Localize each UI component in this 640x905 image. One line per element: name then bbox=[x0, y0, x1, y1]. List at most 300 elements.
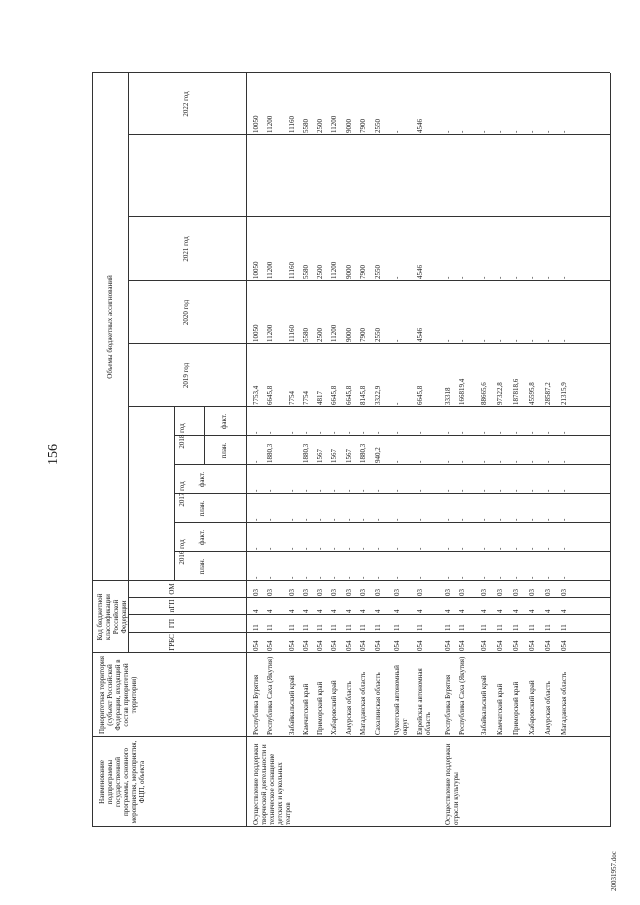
row-f17: - bbox=[374, 489, 382, 492]
row-om: 03 bbox=[416, 589, 424, 596]
row-grbs: 054 bbox=[252, 640, 260, 651]
row-y20: 11160 bbox=[288, 325, 296, 342]
row-f18: - bbox=[252, 431, 260, 434]
row-y22: 10050 bbox=[252, 115, 260, 133]
col-line-territory bbox=[92, 652, 610, 653]
row-y20: 7900 bbox=[359, 328, 367, 342]
row-y19: 28587,2 bbox=[544, 382, 552, 405]
row-grbs: 054 bbox=[496, 640, 504, 651]
row-om: 03 bbox=[316, 589, 324, 596]
row-p17: - bbox=[374, 518, 382, 521]
col-line-year bbox=[128, 216, 610, 217]
row-f17: - bbox=[458, 489, 466, 492]
row-y22: 7900 bbox=[359, 119, 367, 133]
row-f18: - bbox=[359, 431, 367, 434]
row-p18: 1567 bbox=[330, 449, 338, 463]
row-p18: 1880,3 bbox=[359, 443, 367, 463]
row-y19: 7754 bbox=[302, 391, 310, 405]
row-om: 03 bbox=[444, 589, 452, 596]
header-fact: факт. bbox=[198, 529, 206, 546]
col-line-planfact bbox=[174, 522, 610, 523]
header-fact: факт. bbox=[220, 413, 228, 430]
row-p16: - bbox=[316, 576, 324, 579]
row-p16: - bbox=[393, 576, 401, 579]
row-y19: 6645,8 bbox=[345, 385, 353, 405]
row-gp: 11 bbox=[544, 624, 552, 631]
row-om: 03 bbox=[496, 589, 504, 596]
row-p16: - bbox=[302, 576, 310, 579]
row-territory: Приморский край bbox=[316, 681, 324, 735]
row-f16: - bbox=[458, 547, 466, 550]
header-volumes: Объемы бюджетных ассигнований bbox=[106, 275, 114, 379]
row-om: 03 bbox=[393, 589, 401, 596]
col-line-planfact bbox=[174, 551, 610, 552]
row-f18: - bbox=[316, 431, 324, 434]
row-y20: - bbox=[444, 339, 452, 342]
row-f16: - bbox=[266, 547, 274, 550]
row-gp: 11 bbox=[393, 624, 401, 631]
row-y19: 187818,6 bbox=[512, 378, 520, 405]
row-om: 03 bbox=[512, 589, 520, 596]
row-f16: - bbox=[512, 547, 520, 550]
row-pgp: 4 bbox=[359, 609, 367, 613]
row-p17: - bbox=[458, 518, 466, 521]
row-y22: - bbox=[444, 130, 452, 133]
row-territory: Сахалинская область bbox=[374, 672, 382, 735]
row-f16: - bbox=[560, 547, 568, 550]
row-y22: - bbox=[458, 130, 466, 133]
row-y21: 9000 bbox=[345, 265, 353, 279]
row-p17: - bbox=[252, 518, 260, 521]
row-y22: 11200 bbox=[330, 115, 338, 133]
row-gp: 11 bbox=[345, 624, 353, 631]
row-f17: - bbox=[444, 489, 452, 492]
row-grbs: 054 bbox=[458, 640, 466, 651]
row-y20: - bbox=[528, 339, 536, 342]
row-y22: 4546 bbox=[416, 119, 424, 133]
row-p16: - bbox=[288, 576, 296, 579]
header-2020: 2020 год bbox=[182, 299, 190, 326]
row-y19: 6645,8 bbox=[266, 385, 274, 405]
row-f18: - bbox=[444, 431, 452, 434]
row-pgp: 4 bbox=[444, 609, 452, 613]
header-2018: 2018 год bbox=[178, 423, 186, 449]
row-pgp: 4 bbox=[544, 609, 552, 613]
row-grbs: 054 bbox=[316, 640, 324, 651]
col-line-year bbox=[128, 406, 610, 407]
row-p16: - bbox=[560, 576, 568, 579]
row-y22: - bbox=[512, 130, 520, 133]
row-om: 03 bbox=[528, 589, 536, 596]
row-grbs: 054 bbox=[560, 640, 568, 651]
row-p18: 1567 bbox=[316, 449, 324, 463]
row-y19: 166819,4 bbox=[458, 378, 466, 405]
budget-class-line bbox=[128, 581, 129, 653]
row-gp: 11 bbox=[302, 624, 310, 631]
row-y19: 3322,9 bbox=[374, 385, 382, 405]
row-pgp: 4 bbox=[393, 609, 401, 613]
row-p16: - bbox=[480, 576, 488, 579]
row-y19: 6645,8 bbox=[330, 385, 338, 405]
row-y21: - bbox=[528, 276, 536, 279]
row-p17: - bbox=[393, 518, 401, 521]
row-f17: - bbox=[480, 489, 488, 492]
row-y22: - bbox=[496, 130, 504, 133]
row-grbs: 054 bbox=[393, 640, 401, 651]
row-f16: - bbox=[393, 547, 401, 550]
row-grbs: 054 bbox=[288, 640, 296, 651]
row-y21: - bbox=[512, 276, 520, 279]
row-pgp: 4 bbox=[302, 609, 310, 613]
header-fact: факт. bbox=[198, 471, 206, 488]
row-y21: - bbox=[544, 276, 552, 279]
row-pgp: 4 bbox=[560, 609, 568, 613]
header-plan: план. bbox=[198, 500, 206, 517]
row-p17: - bbox=[512, 518, 520, 521]
row-p16: - bbox=[528, 576, 536, 579]
row-y21: - bbox=[444, 276, 452, 279]
col-line-name bbox=[92, 736, 610, 737]
row-y22: 11200 bbox=[266, 115, 274, 133]
header-plan: план. bbox=[220, 442, 228, 459]
row-territory: Республика Бурятия bbox=[252, 674, 260, 735]
row-y19: 7754 bbox=[288, 391, 296, 405]
row-f17: - bbox=[302, 489, 310, 492]
row-territory: Амурская область bbox=[345, 681, 353, 735]
row-p18: 1567 bbox=[345, 449, 353, 463]
row-f18: - bbox=[374, 431, 382, 434]
row-y21: - bbox=[496, 276, 504, 279]
row-p17: - bbox=[288, 518, 296, 521]
col-line-year bbox=[128, 134, 610, 135]
row-f17: - bbox=[560, 489, 568, 492]
row-gp: 11 bbox=[560, 624, 568, 631]
row-y22: 2500 bbox=[316, 119, 324, 133]
row-p16: - bbox=[458, 576, 466, 579]
row-f16: - bbox=[345, 547, 353, 550]
header-2016: 2016 год bbox=[178, 539, 186, 565]
header-2022: 2022 год bbox=[182, 91, 190, 117]
row-y22: 2550 bbox=[374, 119, 382, 133]
row-territory: Республика Саха (Якутия) bbox=[458, 656, 466, 735]
row-territory: Камчатский край bbox=[302, 683, 310, 735]
row-p18: - bbox=[458, 460, 466, 463]
row-f18: - bbox=[330, 431, 338, 434]
col-line-planfact bbox=[174, 435, 610, 436]
row-y21: 7900 bbox=[359, 265, 367, 279]
row-p17: - bbox=[496, 518, 504, 521]
row-y21: - bbox=[480, 276, 488, 279]
row-f16: - bbox=[544, 547, 552, 550]
page-number: 156 bbox=[46, 444, 61, 465]
header-territory-col: Приоритетная территория (субъект Российской Федерации, входящий в состав приоритетной территории) bbox=[98, 656, 138, 734]
row-y22: - bbox=[544, 130, 552, 133]
row-grbs: 054 bbox=[302, 640, 310, 651]
row-y19: - bbox=[393, 402, 401, 405]
row-p18: - bbox=[528, 460, 536, 463]
row-grbs: 054 bbox=[330, 640, 338, 651]
row-f16: - bbox=[288, 547, 296, 550]
volumes-line bbox=[128, 73, 129, 581]
row-f18: - bbox=[528, 431, 536, 434]
row-y22: 11160 bbox=[288, 116, 296, 133]
row-f17: - bbox=[252, 489, 260, 492]
row-y20: 4546 bbox=[416, 328, 424, 342]
row-p16: - bbox=[345, 576, 353, 579]
years-line bbox=[174, 407, 175, 581]
row-p16: - bbox=[330, 576, 338, 579]
row-y22: 5580 bbox=[302, 119, 310, 133]
row-p16: - bbox=[359, 576, 367, 579]
row-territory: Магаданская область bbox=[560, 671, 568, 735]
row-y21: 5580 bbox=[302, 265, 310, 279]
row-om: 03 bbox=[252, 589, 260, 596]
row-y20: 2500 bbox=[316, 328, 324, 342]
row-y22: - bbox=[528, 130, 536, 133]
row-p17: - bbox=[345, 518, 353, 521]
row-f18: - bbox=[560, 431, 568, 434]
row-gp: 11 bbox=[316, 624, 324, 631]
row-territory: Забайкальский край bbox=[480, 675, 488, 735]
row-p17: - bbox=[266, 518, 274, 521]
row-grbs: 054 bbox=[374, 640, 382, 651]
row-pgp: 4 bbox=[480, 609, 488, 613]
row-p18: 1880,3 bbox=[266, 443, 274, 463]
row-y22: - bbox=[393, 130, 401, 133]
row-om: 03 bbox=[288, 589, 296, 596]
row-gp: 11 bbox=[512, 624, 520, 631]
row-f16: - bbox=[528, 547, 536, 550]
row-pgp: 4 bbox=[345, 609, 353, 613]
row-grbs: 054 bbox=[345, 640, 353, 651]
row-territory: Хабаровский край bbox=[528, 680, 536, 735]
row-f17: - bbox=[359, 489, 367, 492]
col-line-code bbox=[128, 632, 610, 633]
row-p17: - bbox=[444, 518, 452, 521]
table-right-border bbox=[92, 72, 610, 73]
row-p17: - bbox=[302, 518, 310, 521]
row-f16: - bbox=[359, 547, 367, 550]
row-f17: - bbox=[512, 489, 520, 492]
row-f17: - bbox=[496, 489, 504, 492]
row-y20: - bbox=[480, 339, 488, 342]
row-f17: - bbox=[330, 489, 338, 492]
table-bottom-border bbox=[610, 73, 611, 827]
row-f16: - bbox=[330, 547, 338, 550]
row-p17: - bbox=[416, 518, 424, 521]
header-2019: 2019 год bbox=[182, 362, 190, 389]
year-2018-line bbox=[204, 407, 205, 465]
header-pgp: пГП bbox=[168, 599, 176, 613]
row-y20: - bbox=[393, 339, 401, 342]
row-p17: - bbox=[330, 518, 338, 521]
row-y21: 4546 bbox=[416, 265, 424, 279]
row-pgp: 4 bbox=[416, 609, 424, 613]
row-y20: - bbox=[544, 339, 552, 342]
row-y19: 45595,8 bbox=[528, 382, 536, 405]
row-y21: - bbox=[393, 276, 401, 279]
row-f17: - bbox=[288, 489, 296, 492]
header-budget-class: Код бюджетной классификации Российской Федерации bbox=[96, 593, 128, 641]
row-p16: - bbox=[252, 576, 260, 579]
row-territory: Республика Бурятия bbox=[444, 674, 452, 735]
row-p16: - bbox=[444, 576, 452, 579]
row-p18: - bbox=[480, 460, 488, 463]
row-y21: - bbox=[560, 276, 568, 279]
row-y19: 6645,8 bbox=[416, 385, 424, 405]
row-om: 03 bbox=[359, 589, 367, 596]
row-pgp: 4 bbox=[496, 609, 504, 613]
row-p16: - bbox=[266, 576, 274, 579]
row-p18: - bbox=[393, 460, 401, 463]
row-pgp: 4 bbox=[512, 609, 520, 613]
row-p17: - bbox=[560, 518, 568, 521]
row-y19: 33318 bbox=[444, 387, 452, 405]
col-line-planfact bbox=[174, 464, 610, 465]
row-f18: - bbox=[416, 431, 424, 434]
row-gp: 11 bbox=[288, 624, 296, 631]
row-gp: 11 bbox=[359, 624, 367, 631]
row-f17: - bbox=[528, 489, 536, 492]
row-y21: 2550 bbox=[374, 265, 382, 279]
row-f16: - bbox=[302, 547, 310, 550]
header-name-col: Наименование подпрограммы государственной программы, основного мероприятия, мероприятия, ФЦП, объекта bbox=[98, 740, 146, 824]
row-p16: - bbox=[416, 576, 424, 579]
row-y22: - bbox=[480, 130, 488, 133]
col-line-year bbox=[128, 280, 610, 281]
row-p18: - bbox=[544, 460, 552, 463]
row-f18: - bbox=[496, 431, 504, 434]
row-y20: - bbox=[512, 339, 520, 342]
header-2021: 2021 год bbox=[182, 236, 190, 262]
row-y20: 9000 bbox=[345, 328, 353, 342]
row-f17: - bbox=[266, 489, 274, 492]
col-line-code bbox=[128, 614, 610, 615]
row-grbs: 054 bbox=[266, 640, 274, 651]
row-f17: - bbox=[544, 489, 552, 492]
row-f16: - bbox=[480, 547, 488, 550]
row-y20: 5580 bbox=[302, 328, 310, 342]
row-om: 03 bbox=[544, 589, 552, 596]
row-y19: 97322,8 bbox=[496, 382, 504, 405]
row-y21: 10050 bbox=[252, 261, 260, 279]
row-gp: 11 bbox=[480, 624, 488, 631]
row-gp: 11 bbox=[266, 624, 274, 631]
header-om: ОМ bbox=[168, 583, 176, 595]
row-f18: - bbox=[544, 431, 552, 434]
row-p17: - bbox=[359, 518, 367, 521]
row-p18: - bbox=[496, 460, 504, 463]
header-grbs: ГРБС bbox=[168, 634, 176, 651]
col-line-year bbox=[128, 343, 610, 344]
row-grbs: 054 bbox=[359, 640, 367, 651]
row-p17: - bbox=[528, 518, 536, 521]
row-pgp: 4 bbox=[252, 609, 260, 613]
row-om: 03 bbox=[480, 589, 488, 596]
row-y19: 8145,8 bbox=[359, 385, 367, 405]
row-y21: 2500 bbox=[316, 265, 324, 279]
row-f18: - bbox=[393, 431, 401, 434]
row-p18: - bbox=[416, 460, 424, 463]
row-pgp: 4 bbox=[528, 609, 536, 613]
row-y22: 9000 bbox=[345, 119, 353, 133]
row-gp: 11 bbox=[444, 624, 452, 631]
row-p18: 940,2 bbox=[374, 447, 382, 463]
row-f18: - bbox=[458, 431, 466, 434]
row-territory: Камчатский край bbox=[496, 683, 504, 735]
row-p16: - bbox=[374, 576, 382, 579]
row-f18: - bbox=[345, 431, 353, 434]
row-p17: - bbox=[316, 518, 324, 521]
row-pgp: 4 bbox=[266, 609, 274, 613]
row-y22: - bbox=[560, 130, 568, 133]
row-p18: - bbox=[560, 460, 568, 463]
row-y20: 11200 bbox=[266, 324, 274, 342]
row-f16: - bbox=[496, 547, 504, 550]
row-y20: 2550 bbox=[374, 328, 382, 342]
row-y20: - bbox=[458, 339, 466, 342]
row-territory: Приморский край bbox=[512, 681, 520, 735]
row-territory: Республика Саха (Якутия) bbox=[266, 656, 274, 735]
row-f18: - bbox=[302, 431, 310, 434]
row-pgp: 4 bbox=[288, 609, 296, 613]
row-p16: - bbox=[496, 576, 504, 579]
row-pgp: 4 bbox=[330, 609, 338, 613]
row-p18: - bbox=[252, 460, 260, 463]
row-f16: - bbox=[374, 547, 382, 550]
header-gp: ГП bbox=[168, 618, 176, 629]
row-territory: Еврейская автономная область bbox=[416, 668, 432, 735]
row-gp: 11 bbox=[416, 624, 424, 631]
row-f16: - bbox=[316, 547, 324, 550]
row-gp: 11 bbox=[528, 624, 536, 631]
row-territory: Чукотский автономный округ bbox=[393, 665, 409, 735]
header-bottom-line bbox=[246, 73, 247, 827]
row-grbs: 054 bbox=[480, 640, 488, 651]
row-f16: - bbox=[252, 547, 260, 550]
row-f18: - bbox=[266, 431, 274, 434]
row-y21: 11160 bbox=[288, 262, 296, 279]
row-grbs: 054 bbox=[544, 640, 552, 651]
row-y19: 7753,4 bbox=[252, 385, 260, 405]
row-f17: - bbox=[345, 489, 353, 492]
group-name-theatres: Осуществление поддержки творческой деятельности и техническое оснащение детских и кукольных театров bbox=[252, 743, 292, 825]
row-gp: 11 bbox=[252, 624, 260, 631]
row-f17: - bbox=[416, 489, 424, 492]
row-y19: 21315,9 bbox=[560, 382, 568, 405]
row-territory: Амурская область bbox=[544, 681, 552, 735]
row-om: 03 bbox=[560, 589, 568, 596]
row-f16: - bbox=[444, 547, 452, 550]
row-om: 03 bbox=[374, 589, 382, 596]
row-grbs: 054 bbox=[444, 640, 452, 651]
row-y20: - bbox=[496, 339, 504, 342]
row-f18: - bbox=[512, 431, 520, 434]
row-pgp: 4 bbox=[316, 609, 324, 613]
file-id: 20031957.doc bbox=[610, 851, 618, 891]
table-top-border bbox=[92, 73, 93, 827]
row-y21: 11200 bbox=[330, 261, 338, 279]
group-name-culture: Осуществление поддержки отрасли культуры bbox=[444, 743, 460, 825]
row-p17: - bbox=[480, 518, 488, 521]
header-plan: план. bbox=[198, 558, 206, 575]
row-grbs: 054 bbox=[512, 640, 520, 651]
row-y20: 10050 bbox=[252, 324, 260, 342]
row-territory: Хабаровский край bbox=[330, 680, 338, 735]
row-y20: 11200 bbox=[330, 324, 338, 342]
row-gp: 11 bbox=[330, 624, 338, 631]
row-grbs: 054 bbox=[528, 640, 536, 651]
